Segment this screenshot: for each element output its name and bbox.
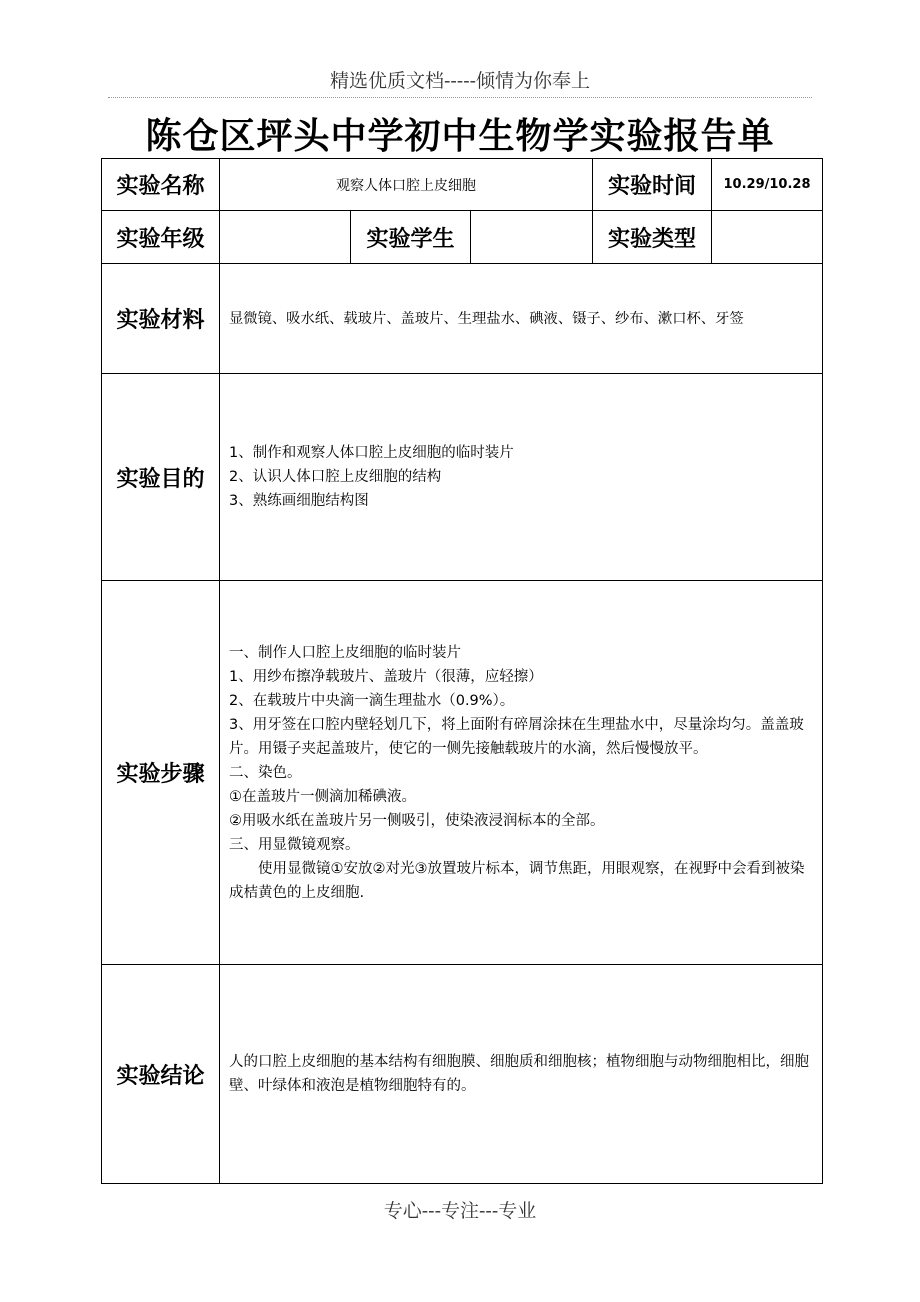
step-line: 使用显微镜①安放②对光③放置玻片标本，调节焦距，用眼观察，在视野中会看到被染成桔黄色的上皮细胞. (229, 860, 805, 901)
experiment-time-value: 10.29/10.28 (712, 159, 823, 211)
conclusion-text: 人的口腔上皮细胞的基本结构有细胞膜、细胞质和细胞核；植物细胞与动物细胞相比，细胞壁、叶绿体和液泡是植物细胞特有的。 (229, 1054, 809, 1094)
header-divider (108, 97, 812, 98)
step-line: 一、制作人口腔上皮细胞的临时装片 (229, 644, 461, 661)
experiment-time-label: 实验时间 (593, 159, 712, 211)
row-name-time (102, 159, 823, 211)
report-table (101, 158, 823, 1184)
materials-text (220, 264, 823, 374)
experiment-type-value (712, 211, 823, 264)
purpose-label: 实验目的 (102, 374, 220, 581)
step-line: 1、用纱布擦净载玻片、盖玻片（很薄，应轻擦） (229, 668, 543, 685)
row-purpose (102, 374, 823, 581)
experiment-grade-label: 实验年级 (102, 211, 220, 264)
steps-content (220, 581, 823, 965)
step-line: ①在盖玻片一侧滴加稀碘液。 (229, 788, 416, 805)
materials-list: 显微镜、吸水纸、载玻片、盖玻片、生理盐水、碘液、镊子、纱布、漱口杯、牙签 (229, 310, 744, 327)
row-steps (102, 581, 823, 965)
row-grade-student-type (102, 211, 823, 264)
step-line: 2、在载玻片中央滴一滴生理盐水（0.9%）。 (229, 692, 515, 709)
purpose-item: 3、熟练画细胞结构图 (229, 493, 369, 509)
row-conclusion (102, 965, 823, 1184)
row-materials (102, 264, 823, 374)
experiment-name-value: 观察人体口腔上皮细胞 (220, 159, 593, 211)
step-line: 3、用牙签在口腔内壁轻划几下，将上面附有碎屑涂抹在生理盐水中，尽量涂均匀。盖盖玻片。用镊子夹起盖玻片，使它的一侧先接触载玻片的水滴，然后慢慢放平。 (229, 716, 804, 757)
page-footer: 专心---专注---专业 (383, 1200, 537, 1222)
page-header: 精选优质文档-----倾情为你奉上 (329, 70, 591, 92)
experiment-student-label: 实验学生 (351, 211, 471, 264)
purpose-item: 2、认识人体口腔上皮细胞的结构 (229, 469, 442, 485)
purpose-item: 1、制作和观察人体口腔上皮细胞的临时装片 (229, 445, 514, 461)
step-line: 三、用显微镜观察。 (229, 836, 360, 853)
experiment-student-value (471, 211, 593, 264)
experiment-name-label: 实验名称 (102, 159, 220, 211)
step-line: 二、染色。 (229, 764, 302, 781)
experiment-type-label: 实验类型 (593, 211, 712, 264)
step-line: ②用吸水纸在盖玻片另一侧吸引，使染液浸润标本的全部。 (229, 812, 605, 829)
document-title: 陈仓区坪头中学初中生物学实验报告单 (145, 116, 775, 157)
conclusion-label: 实验结论 (102, 965, 220, 1184)
materials-label: 实验材料 (102, 264, 220, 374)
conclusion-content (220, 965, 823, 1184)
experiment-grade-value (220, 211, 351, 264)
steps-label: 实验步骤 (102, 581, 220, 965)
purpose-content (220, 374, 823, 581)
